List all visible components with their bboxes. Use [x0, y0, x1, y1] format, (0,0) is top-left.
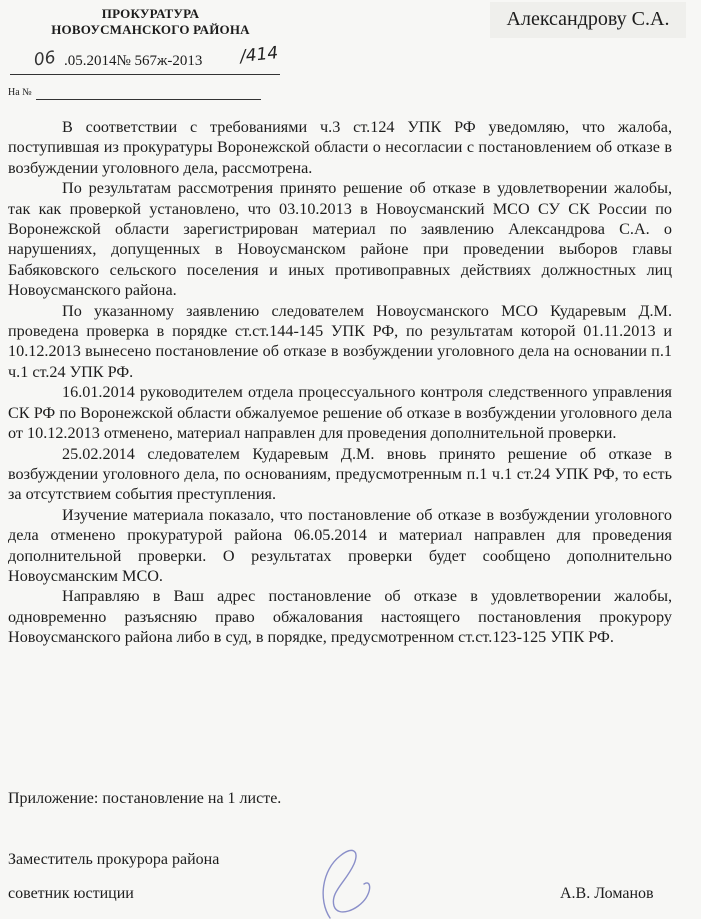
signatory-name: А.В. Ломанов: [560, 885, 654, 902]
paragraph: Направляю в Ваш адрес постановление об отказе в удовлетворении жалобы, одновременно разъясняю право обжалования настоящего постановления прокурору Новоусманского района либо в суд, в порядке, предусмотренном ст.ст.123-125 УПК РФ.: [8, 587, 672, 647]
org-line-1: ПРОКУРАТУРА: [101, 6, 200, 21]
signatory-title: Заместитель прокурора района: [8, 851, 220, 868]
handwritten-signature: [300, 840, 390, 919]
paragraph: По результатам рассмотрения принято решение об отказе в удовлетворении жалобы, так как проверкой установлено, что 03.10.2013 в Новоусманский МСО СУ СК России по Воронежской области зарегистрирован материал по заявлению Александрова С.А. о нарушениях, допущенных в Новоусманском районе при проведении выборов главы Бабяковского сельского поселения и иных противоправных действиях должностных лиц Новоусманского района.: [8, 179, 672, 300]
date-and-number: .05.2014№ 567ж-2013: [64, 53, 203, 69]
paragraph: По указанному заявлению следователем Новоусманского МСО Кударевым Д.М. проведена проверка в порядке ст.ст.144-145 УПК РФ, по результатам которой 01.11.2013 и 10.12.2013 вынесено постановление об отказе в возбуждении уголовного дела на основании п.1 ч.1 ст.24 УПК РФ.: [8, 301, 672, 381]
addressee: Александрову С.А.: [490, 2, 686, 38]
appendix-note: Приложение: постановление на 1 листе.: [8, 790, 282, 807]
handwritten-suffix: /414: [239, 43, 280, 67]
issuing-organization: [48, 6, 253, 38]
org-line-2: НОВОУСМАНСКОГО РАЙОНА: [51, 22, 250, 37]
reference-label: На №: [8, 87, 32, 98]
paragraph: Изучение материала показало, что постановление об отказе в возбуждении уголовного дела отменено прокуратурой района 06.05.2014 и материал направлен для проведения дополнительной проверки. О результатах проверки будет сообщено дополнительно Новоусманским МСО.: [8, 505, 672, 585]
paragraph: 16.01.2014 руководителем отдела процессуального контроля следственного управления СК РФ по Воронежской области обжалуемое решение об отказе в возбуждении уголовного дела от 10.12.2013 отменено, материал направлен для проведения дополнительной проверки.: [8, 383, 672, 443]
outgoing-date-number: [10, 43, 280, 75]
handwritten-day: 06: [32, 47, 57, 71]
signatory-rank: советник юстиции: [8, 885, 134, 902]
reference-blank: [36, 88, 261, 100]
paragraph: 25.02.2014 следователем Кударевым Д.М. вновь принято решение об отказе в возбуждении уголовного дела, по основаниям, предусмотренным п.1 ч.1 ст.24 УПК РФ, то есть за отсутствием события преступления.: [8, 444, 672, 504]
letter-body: [8, 117, 672, 648]
paragraph: В соответствии с требованиями ч.3 ст.124 УПК РФ уведомляю, что жалоба, поступившая из прокуратуры Воронежской области о несогласии с постановлением об отказе в возбуждении уголовного дела, рассмотрена.: [8, 118, 672, 177]
reference-line: [8, 86, 261, 100]
